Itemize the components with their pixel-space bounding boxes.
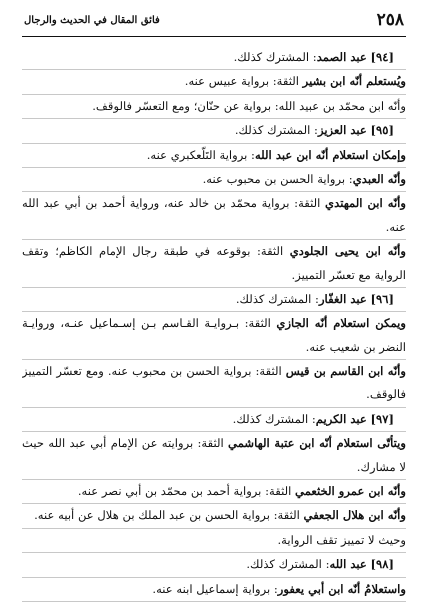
- text-line-10: [22, 264, 406, 288]
- text-line-4: [22, 119, 406, 143]
- bold-phrase: وأنّه ابن القاسم بن قيس: [285, 364, 406, 379]
- entry-number: [٩٧]: [370, 411, 394, 426]
- line-text: : برواية التَلّعكبري عنه.: [146, 147, 255, 162]
- line-text: الثقة: برواية محمّد بن خالد عنه، ورواية أحمد بن أبي عبد الله: [22, 196, 326, 211]
- text-line-20: [22, 504, 406, 528]
- page-number: ٢٥٨: [376, 10, 404, 30]
- text-line-15: [22, 383, 406, 407]
- entry-number: [٩٤]: [370, 50, 394, 64]
- text-line-1: [22, 46, 406, 70]
- text-line-8: [22, 216, 406, 240]
- line-text: عنه.: [385, 219, 406, 234]
- text-line-11: [22, 288, 406, 312]
- line-text: الثقة: بروايته عن الإمام أبي عبد الله حيث: [22, 436, 229, 451]
- line-text: وأنّه ابن محمّد بن عبيد الله: برواية عن حنّان؛ ومع التعسّر فالوقف.: [92, 98, 406, 113]
- line-text: الثقة: برواية عبيس عنه.: [184, 74, 303, 89]
- text-line-17: [22, 432, 406, 455]
- line-text: : المشترك كذلك.: [233, 50, 317, 64]
- running-title: فائق المقال في الحديث والرجال: [24, 15, 160, 26]
- text-line-21: [22, 529, 406, 553]
- text-line-7: [22, 192, 406, 215]
- entry-name: عبد العزيز: [317, 123, 367, 138]
- line-text: الرواية مع تعسّر التمييز.: [291, 267, 406, 282]
- bold-phrase: وأنّه ابن يحيى الجلودي: [289, 244, 406, 259]
- text-line-9: [22, 240, 406, 263]
- entry-name: عبد الغفّار: [318, 291, 367, 306]
- bold-phrase: وأنّه ابن هلال الجعفي: [303, 508, 406, 523]
- line-text: : برواية الحسن بن محبوب عنه.: [202, 171, 353, 186]
- line-text: الثقة: برواية الحسن بن محبوب عنه. ومع تعسّر التمييز: [22, 364, 286, 379]
- page-header: [22, 10, 406, 37]
- text-line-6: [22, 168, 406, 192]
- bold-phrase: وأنّه ابن المهتدي: [325, 196, 406, 211]
- bold-phrase: وإمكان استعلام أنّه ابن عبد الله: [254, 147, 406, 162]
- text-line-14: [22, 360, 406, 383]
- bold-phrase: واستعلامُ أنّه ابن أبي يعفور: [277, 581, 406, 596]
- text-line-23: [22, 578, 406, 602]
- bold-phrase: ويتأتّى استعلام أنّه ابن عتبة الهاشمي: [228, 436, 406, 451]
- line-text: : المشترك كذلك.: [235, 291, 319, 306]
- line-text: : المشترك كذلك.: [232, 411, 316, 426]
- line-text: لا مشارك.: [356, 459, 406, 474]
- line-text: : برواية إسماعيل ابنه عنه.: [152, 581, 278, 596]
- entry-name: عبد الصمد: [316, 50, 367, 64]
- line-text: : المشترك كذلك.: [234, 123, 318, 138]
- entry-number: [٩٥]: [370, 123, 394, 138]
- entry-number: [٩٨]: [370, 557, 394, 572]
- text-line-18: [22, 456, 406, 480]
- page-body: [22, 46, 406, 602]
- line-text: وحيث لا تمييز تقف الرواية.: [277, 532, 406, 547]
- bold-phrase: وأنّه العبدي: [352, 171, 406, 186]
- line-text: الثقة: برواية الحسن بن عبد الملك بن هلال عن أبيه عنه.: [34, 508, 304, 523]
- line-text: الثقة: برواية أحمد بن محمّد بن أبي نصر عنه.: [77, 484, 296, 499]
- bold-phrase: ويُستعلم أنّه ابن بشير: [302, 74, 406, 89]
- bold-phrase: وأنّه ابن عمرو الخثعمي: [295, 484, 406, 499]
- line-text: فالوقف.: [366, 387, 406, 402]
- text-line-22: [22, 553, 406, 577]
- line-text: : المشترك كذلك.: [246, 557, 330, 572]
- text-line-2: [22, 70, 406, 94]
- entry-name: عبد الله: [329, 557, 367, 572]
- bold-phrase: ويمكن استعلام أنّه الجازي: [276, 316, 406, 331]
- text-line-3: [22, 95, 406, 119]
- entry-name: عبد الكريم: [315, 411, 367, 426]
- text-line-16: [22, 408, 406, 432]
- text-line-13: [22, 336, 406, 360]
- line-text: الثقة: بـروايـة القـاسم بـن إسـماعيل عنـه، وروايـة: [22, 316, 277, 331]
- line-text: النضر بن شعيب عنه.: [305, 339, 406, 354]
- text-line-5: [22, 144, 406, 168]
- entry-number: [٩٦]: [370, 291, 394, 306]
- line-text: الثقة: بوقوعه في طبقة رجال الإمام الكاظم؛ وتقف: [22, 244, 290, 259]
- text-line-12: [22, 312, 406, 335]
- text-line-19: [22, 480, 406, 504]
